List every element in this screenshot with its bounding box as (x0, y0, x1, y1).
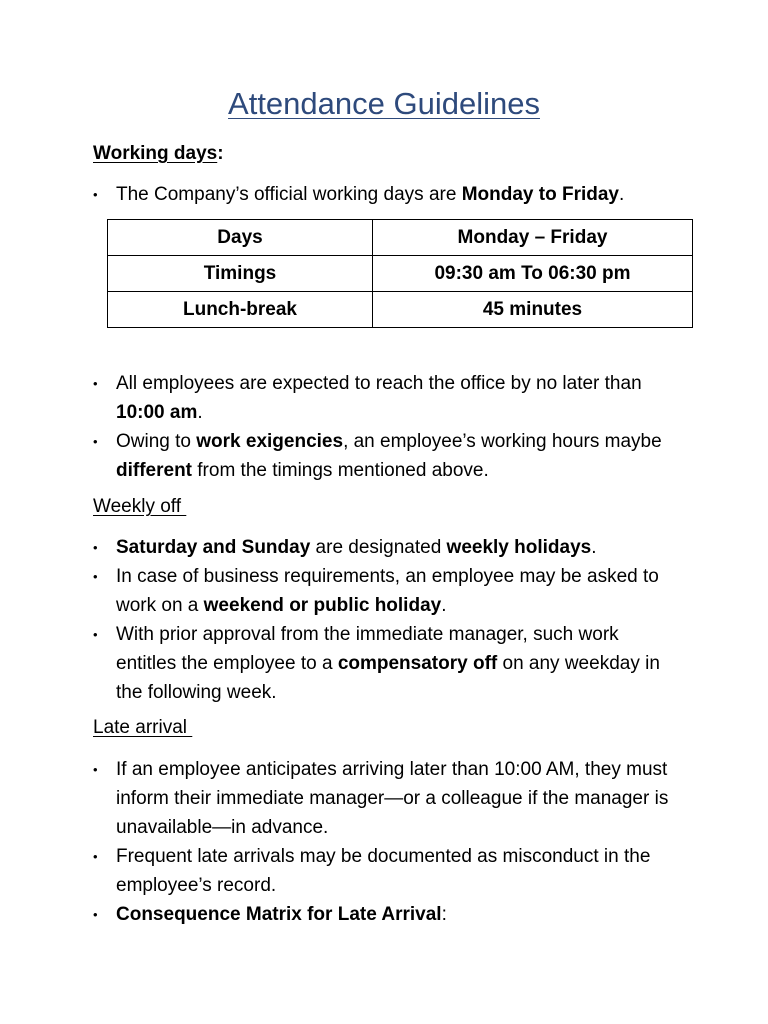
bold-text: different (116, 460, 192, 481)
bullet-list-working-days (93, 180, 673, 209)
list-item (93, 180, 673, 209)
table-row (108, 220, 693, 256)
text: : (441, 904, 447, 925)
section-heading-late-arrival (93, 717, 192, 739)
section-heading-working-days (93, 143, 224, 165)
bullet-icon: • (93, 540, 98, 555)
text: . (591, 537, 597, 558)
table-row (108, 256, 693, 292)
bold-text: Monday to Friday (461, 184, 619, 205)
list-item (93, 369, 673, 427)
bullet-list-weekly-off (93, 533, 673, 707)
heading-colon: : (217, 143, 224, 164)
table-cell: Days (108, 220, 373, 256)
list-item (93, 842, 673, 900)
text: . (441, 595, 447, 616)
list-item (93, 533, 673, 562)
bullet-icon: • (93, 627, 98, 642)
table-cell: Lunch-break (108, 292, 373, 328)
text: If an employee anticipates arriving later than 10:00 AM, they must inform their immediate manager—or a colleague if the manager is unavailable—in advance. (116, 759, 669, 838)
text: The Company’s official working days are (116, 184, 462, 205)
bold-text: compensatory off (337, 653, 498, 674)
bold-text: weekly holidays (446, 537, 592, 558)
bold-text: work exigencies (196, 431, 344, 452)
table-cell: Timings (108, 256, 373, 292)
heading-text: Weekly off (93, 496, 187, 517)
list-item (93, 427, 673, 485)
bold-text: weekend or public holiday (203, 595, 442, 616)
bullet-icon: • (93, 434, 98, 449)
text: . (197, 402, 203, 423)
list-item (93, 900, 673, 929)
section-heading-weekly-off (93, 496, 186, 518)
bullet-icon: • (93, 376, 98, 391)
bullet-list-late-arrival (93, 755, 673, 929)
text: from the timings mentioned above. (192, 460, 489, 481)
table-row (108, 292, 693, 328)
text: . (618, 184, 625, 205)
bullet-icon: • (93, 762, 98, 777)
table-cell: 09:30 am To 06:30 pm (373, 256, 693, 292)
bold-text: Consequence Matrix for Late Arrival (116, 904, 442, 925)
list-item (93, 755, 673, 842)
text: , an employee’s working hours maybe (343, 431, 662, 452)
bullet-icon: • (93, 187, 98, 202)
text: are designated (310, 537, 447, 558)
bullet-icon: • (93, 849, 98, 864)
bold-text: 10:00 am (116, 402, 198, 423)
heading-text: Working days (93, 143, 218, 164)
heading-text: Late arrival (93, 717, 193, 738)
text: on any weekday in the following week. (116, 653, 660, 703)
text: In case of business requirements, an employee may be asked to work on a (116, 566, 659, 616)
schedule-table (107, 219, 693, 328)
bullet-icon: • (93, 907, 98, 922)
text: All employees are expected to reach the office by no later than (116, 373, 642, 394)
list-item (93, 620, 673, 707)
table-cell: Monday – Friday (373, 220, 693, 256)
list-item (93, 562, 673, 620)
text: Frequent late arrivals may be documented as misconduct in the employee’s record. (116, 846, 651, 896)
text: Owing to (116, 431, 197, 452)
bullet-list-office-timing (93, 369, 673, 485)
bullet-icon: • (93, 569, 98, 584)
table-cell: 45 minutes (373, 292, 693, 328)
bold-text: Saturday and Sunday (116, 537, 311, 558)
page-title: Attendance Guidelines (228, 86, 540, 121)
text: With prior approval from the immediate manager, such work entitles the employee to a (116, 624, 619, 674)
